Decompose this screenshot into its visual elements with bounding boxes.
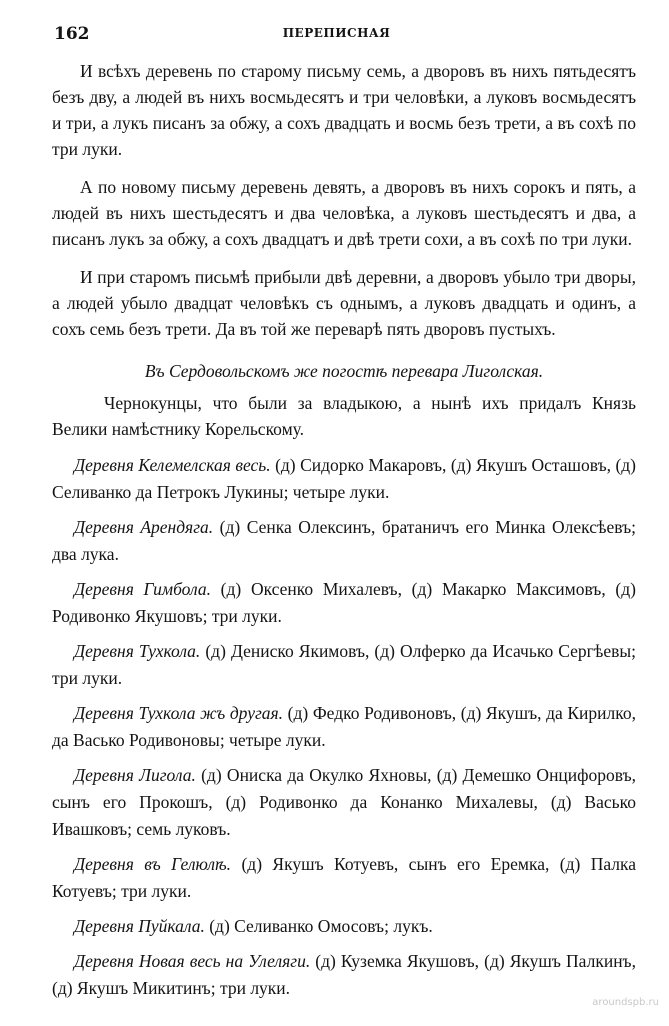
paragraph-old-census: И всѣхъ деревень по старому письму семь, а дворовъ въ нихъ пятьдесятъ безъ дву, а людей въ нихъ восмьдесятъ и три человѣки, а луковъ восмьдесятъ и три, а лукъ писанъ за обжу, а сохъ двадцать и восмь безъ трети, а въ сохѣ по три луки.: [52, 61, 636, 159]
running-title: ПЕРЕПИСНАЯ: [282, 26, 391, 40]
village-entry: [52, 514, 636, 568]
village-entry: [52, 638, 636, 692]
village-households: (д) Сидорко Макаровъ, (д) Якушъ Осташовъ, (д) Селиванко да Петрокъ Лукины; четыре луки.: [52, 455, 637, 502]
village-households: (д) Федко Родивоновъ, (д) Якушъ, да Кирилко, да Васько Родивоновы; четыре луки.: [52, 703, 636, 750]
village-households: (д) Дениско Якимовъ, (д) Олферко да Исачько Сергѣевы; три луки.: [52, 641, 636, 688]
village-households: (д) Сенка Олексинъ, братаничъ его Минка Олексѣевъ; два лука.: [52, 517, 636, 564]
village-entry: [52, 700, 636, 754]
village-name: Деревня Арендяга.: [74, 517, 214, 537]
village-entry: [52, 452, 636, 506]
village-households: (д) Куземка Якушовъ, (д) Якушъ Палкинъ, (д) Якушъ Микитинъ; три луки.: [52, 951, 636, 998]
village-households: (д) Селиванко Омосовъ; лукъ.: [204, 916, 433, 936]
village-name: Деревня Пуйкала.: [74, 916, 205, 936]
paragraph-new-census: А по новому письму деревень девять, а дворовъ въ нихъ сорокъ и пять, а людей въ нихъ шестьдесятъ и два человѣка, а луковъ шестьдесятъ и два, а писанъ лукъ за обжу, а сохъ двадцатъ и двѣ трети сохи, а въ сохѣ по три луки.: [52, 177, 636, 249]
site-watermark: aroundspb.ru: [592, 997, 659, 1008]
page-body: [52, 58, 636, 1010]
village-entry: [52, 762, 636, 843]
village-name: Деревня въ Гелюлѣ.: [74, 854, 232, 874]
village-entry: [52, 851, 636, 905]
page-number: 162: [54, 24, 90, 44]
paragraph-comparison: И при старомъ письмѣ прибыли двѣ деревни, а дворовъ убыло три дворы, а людей убыло двадцат человѣкъ съ однымъ, а луковъ двадцать и одинъ, а сохъ семь безъ трети. Да въ той же переварѣ пять дворовъ пустыхъ.: [52, 267, 636, 339]
village-name: Деревня Лигола.: [74, 765, 196, 785]
village-name: Деревня Тухкола.: [74, 641, 201, 661]
section-note: Чернокунцы, что были за владыкою, а нынѣ ихъ придалъ Князь Велики намѣстнику Корельскому.: [52, 393, 636, 439]
page-header: [54, 24, 619, 44]
village-name: Деревня Новая весь на Улеляги.: [74, 951, 311, 971]
village-entry: [52, 948, 636, 1002]
section-heading: Въ Сердовольскомъ же погостѣ перевара Лиголская.: [144, 361, 544, 381]
village-households: (д) Оксенко Михалевъ, (д) Макарко Максимовъ, (д) Родивонко Якушовъ; три луки.: [52, 579, 636, 626]
village-name: Деревня Гимбола.: [74, 579, 211, 599]
village-name: Деревня Келемелская весь.: [74, 455, 271, 475]
village-name: Деревня Тухкола жъ другая.: [74, 703, 284, 723]
village-entry: [52, 913, 636, 940]
village-entry: [52, 576, 636, 630]
village-households: (д) Якушъ Котуевъ, сынъ его Еремка, (д) Палка Котуевъ; три луки.: [52, 854, 636, 901]
village-households: (д) Ониска да Окулко Яхновы, (д) Демешко Онцифоровъ, сынъ его Прокошъ, (д) Родивонко да Конанко Михалевы, (д) Васько Ивашковъ; семь луковъ.: [52, 765, 637, 839]
